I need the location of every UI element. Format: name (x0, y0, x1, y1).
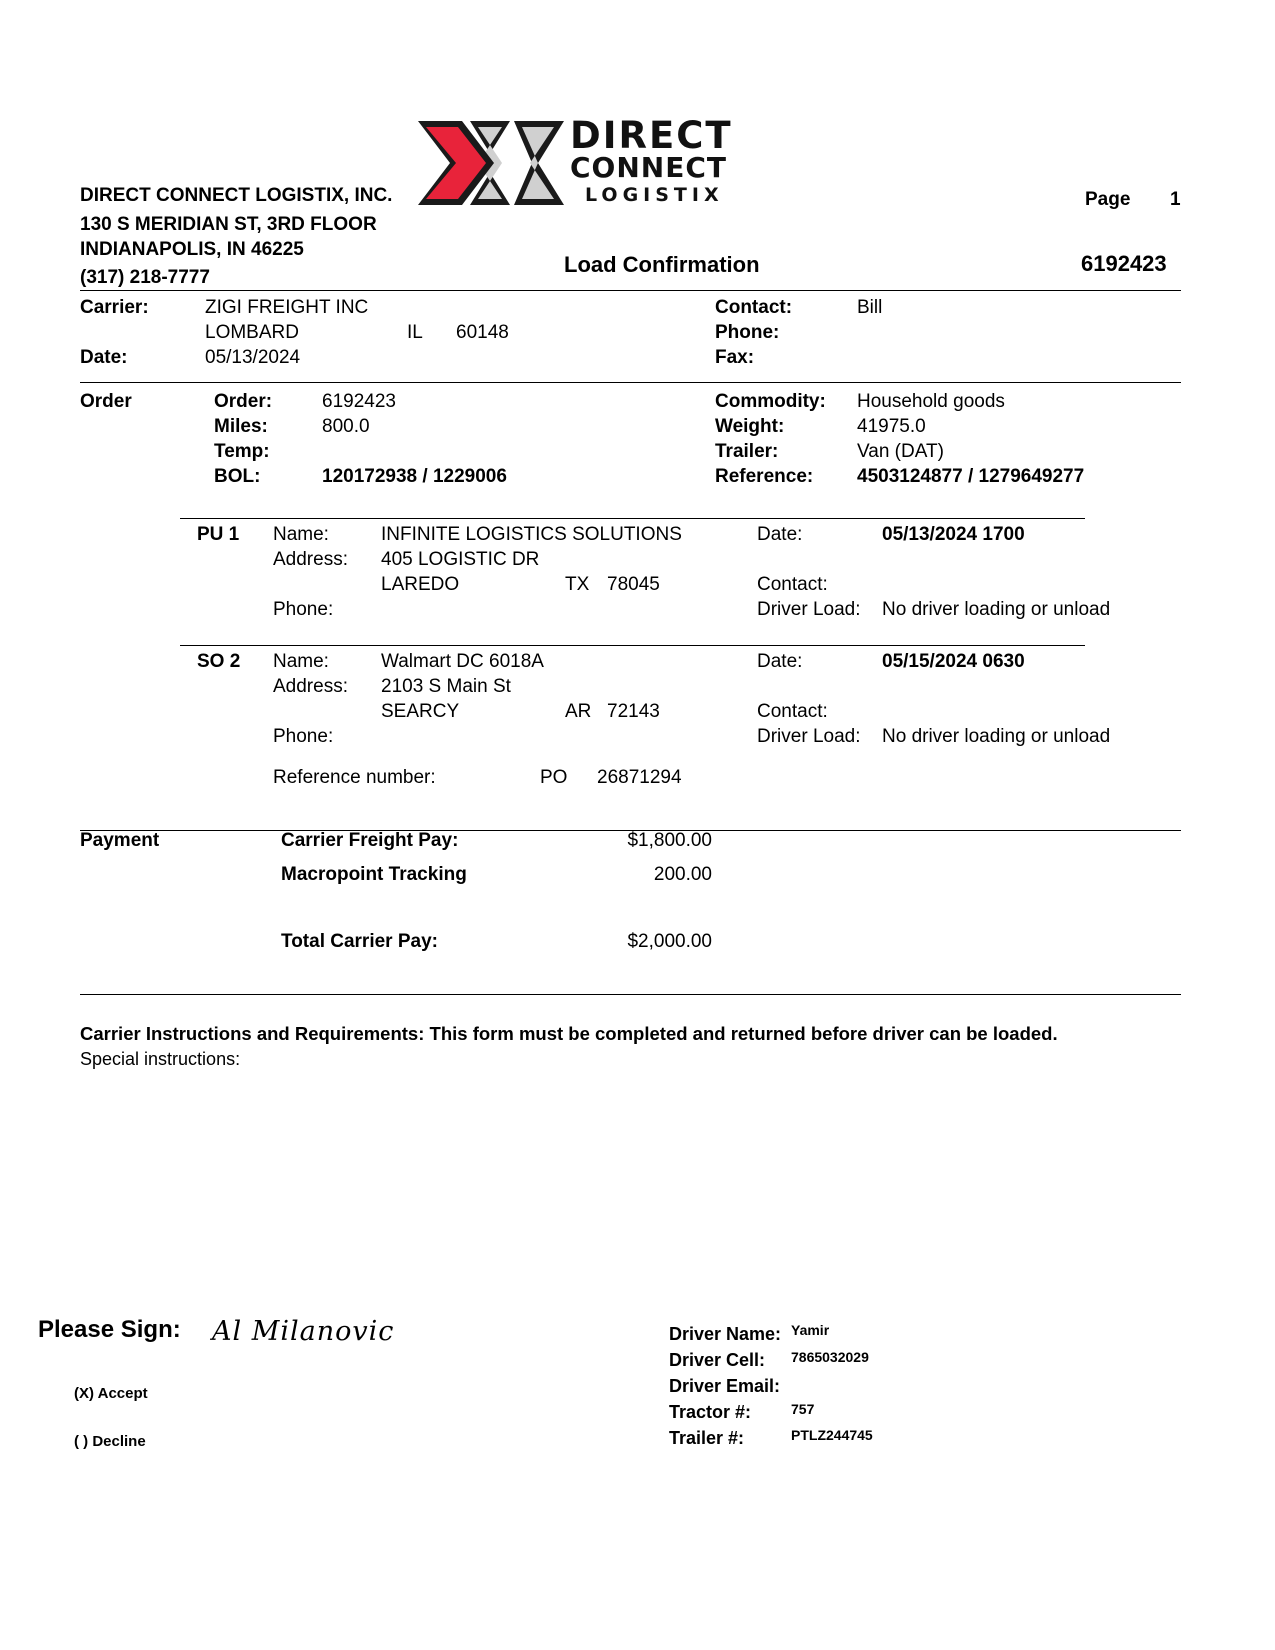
driver-cell-value: 7865032029 (791, 1349, 869, 1365)
bol-label: BOL: (214, 466, 261, 487)
accept-option[interactable]: (X) Accept (74, 1385, 148, 1402)
stop-driver-load: No driver loading or unload (882, 599, 1111, 620)
commodity-label: Commodity: (715, 391, 826, 412)
payment-section-label: Payment (80, 830, 160, 851)
order-section-label: Order (80, 391, 132, 412)
stop-reference-type: PO (540, 767, 568, 788)
carrier-zip: 60148 (456, 322, 509, 343)
driver-cell-label: Driver Cell: (669, 1350, 766, 1370)
stop-date-label: Date: (757, 651, 803, 672)
driver-email-label: Driver Email: (669, 1376, 781, 1396)
decline-option[interactable]: ( ) Decline (74, 1433, 146, 1450)
logo-text-connect: CONNECT (570, 151, 727, 184)
stop-tag: PU 1 (197, 524, 240, 545)
driver-name-value: Yamir (791, 1322, 830, 1338)
document-number: 6192423 (1081, 251, 1167, 276)
fax-label: Fax: (715, 347, 755, 368)
stop-reference-label: Reference number: (273, 767, 436, 788)
stop-name: Walmart DC 6018A (381, 651, 544, 672)
stop-zip: 78045 (607, 574, 660, 595)
carrier-label: Carrier: (80, 297, 149, 318)
divider-stop2 (180, 645, 1085, 646)
please-sign-label: Please Sign: (38, 1316, 181, 1343)
miles-label: Miles: (214, 416, 268, 437)
weight-label: Weight: (715, 416, 785, 437)
logo-text-logistix: LOGISTIX (585, 184, 724, 206)
stop-driver-load-label: Driver Load: (757, 599, 861, 620)
divider-carrier (80, 382, 1181, 383)
trailer-label: Trailer: (715, 441, 779, 462)
driver-name-label: Driver Name: (669, 1324, 782, 1344)
stop-name-label: Name: (273, 524, 329, 545)
carrier-date: 05/13/2024 (205, 347, 301, 368)
reference-value: 4503124877 / 1279649277 (857, 466, 1085, 487)
stop-date: 05/15/2024 0630 (882, 651, 1025, 672)
trailer-value: Van (DAT) (857, 441, 944, 462)
temp-label: Temp: (214, 441, 270, 462)
special-instructions-label: Special instructions: (80, 1049, 241, 1069)
stop-state: AR (565, 701, 592, 722)
stop-contact-label: Contact: (757, 701, 828, 722)
reference-label: Reference: (715, 466, 814, 487)
logo-text-direct: DIRECT (570, 114, 733, 157)
stop-state: TX (565, 574, 590, 595)
divider-instructions (80, 994, 1181, 995)
company-name: DIRECT CONNECT LOGISTIX, INC. (80, 185, 393, 206)
stop-address-label: Address: (273, 549, 348, 570)
stop-city: LAREDO (381, 574, 460, 595)
tractor-label: Tractor #: (669, 1402, 752, 1422)
weight-value: 41975.0 (857, 416, 926, 437)
instructions-heading: Carrier Instructions and Requirements: This form must be completed and returned before driver can be loaded. (80, 1023, 1058, 1044)
stop-tag: SO 2 (197, 651, 241, 672)
page-number: 1 (1170, 189, 1181, 210)
stop-address-label: Address: (273, 676, 348, 697)
stop-date: 05/13/2024 1700 (882, 524, 1025, 545)
stop-name: INFINITE LOGISTICS SOLUTIONS (381, 524, 682, 545)
carrier-name: ZIGI FREIGHT INC (205, 297, 369, 318)
freight-pay-value: $1,800.00 (627, 830, 712, 851)
tractor-value: 757 (791, 1401, 815, 1417)
bol-value: 120172938 / 1229006 (322, 466, 507, 487)
document-title: Load Confirmation (564, 252, 760, 277)
tracking-label: Macropoint Tracking (281, 864, 467, 885)
total-pay-value: $2,000.00 (627, 931, 712, 952)
logo-x-mark (418, 117, 568, 209)
company-address2: INDIANAPOLIS, IN 46225 (80, 239, 304, 260)
freight-pay-label: Carrier Freight Pay: (281, 830, 459, 851)
total-pay-label: Total Carrier Pay: (281, 931, 438, 952)
stop-driver-load: No driver loading or unload (882, 726, 1111, 747)
contact-value: Bill (857, 297, 883, 318)
company-address1: 130 S MERIDIAN ST, 3RD FLOOR (80, 214, 377, 235)
stop-address: 2103 S Main St (381, 676, 511, 697)
stop-driver-load-label: Driver Load: (757, 726, 861, 747)
contact-label: Contact: (715, 297, 793, 318)
stop-address: 405 LOGISTIC DR (381, 549, 540, 570)
commodity-value: Household goods (857, 391, 1005, 412)
divider-stop1 (180, 518, 1085, 519)
divider-header (80, 290, 1181, 291)
order-label: Order: (214, 391, 273, 412)
stop-contact-label: Contact: (757, 574, 828, 595)
page-label: Page (1085, 189, 1131, 210)
company-phone: (317) 218-7777 (80, 267, 210, 288)
signature-handwritten: Al Milanovic (212, 1316, 395, 1347)
stop-phone-label: Phone: (273, 599, 334, 620)
miles-value: 800.0 (322, 416, 370, 437)
date-label: Date: (80, 347, 128, 368)
carrier-city: LOMBARD (205, 322, 299, 343)
carrier-state: IL (407, 322, 423, 343)
stop-date-label: Date: (757, 524, 803, 545)
stop-phone-label: Phone: (273, 726, 334, 747)
stop-zip: 72143 (607, 701, 660, 722)
phone-label: Phone: (715, 322, 780, 343)
driver-trailer-value: PTLZ244745 (791, 1427, 873, 1443)
stop-reference-value: 26871294 (597, 767, 682, 788)
tracking-value: 200.00 (653, 864, 712, 885)
order-value: 6192423 (322, 391, 396, 412)
stop-city: SEARCY (381, 701, 460, 722)
driver-trailer-label: Trailer #: (669, 1428, 745, 1448)
stop-name-label: Name: (273, 651, 329, 672)
